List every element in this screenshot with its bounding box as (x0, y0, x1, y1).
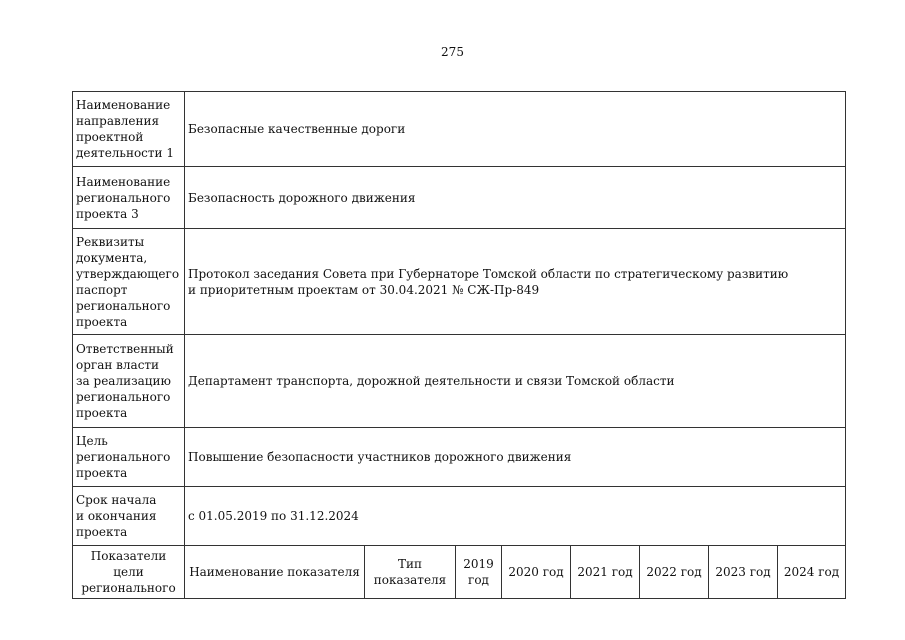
indicator-header-row (73, 546, 846, 599)
row-value: Повышение безопасности участников дорожного движения (185, 428, 846, 487)
row-label: Цель регионального проекта (73, 428, 185, 487)
header-year-2020: 2020 год (502, 546, 571, 599)
row-label: Срок начала и окончания проекта (73, 487, 185, 546)
header-year-2024: 2024 год (778, 546, 846, 599)
header-year-2019: 2019 год (456, 546, 502, 599)
header-year-2023: 2023 год (709, 546, 778, 599)
header-indicator-name: Наименование показателя (185, 546, 365, 599)
table-row (73, 487, 846, 546)
header-indicator-type: Тип показателя (365, 546, 456, 599)
row-label: Наименование регионального проекта 3 (73, 167, 185, 229)
row-value: с 01.05.2019 по 31.12.2024 (185, 487, 846, 546)
row-label: Наименование направления проектной деятельности 1 (73, 92, 185, 167)
header-indicators-goal: Показатели цели регионального (73, 546, 185, 599)
row-value: Департамент транспорта, дорожной деятельности и связи Томской области (185, 335, 846, 428)
header-year-2021: 2021 год (571, 546, 640, 599)
row-label: Реквизиты документа, утверждающего паспорт регионального проекта (73, 229, 185, 335)
project-passport-table (72, 91, 846, 599)
table-row (73, 92, 846, 167)
row-label: Ответственный орган власти за реализацию регионального проекта (73, 335, 185, 428)
table-row (73, 428, 846, 487)
table-row (73, 335, 846, 428)
table-row (73, 229, 846, 335)
row-value: Безопасные качественные дороги (185, 92, 846, 167)
page-number: 275 (441, 45, 464, 59)
row-value: Безопасность дорожного движения (185, 167, 846, 229)
row-value: Протокол заседания Совета при Губернаторе Томской области по стратегическому развитию и приоритетным проектам от 30.04.2021 № СЖ-Пр-849 (185, 229, 846, 335)
table-row (73, 167, 846, 229)
header-year-2022: 2022 год (640, 546, 709, 599)
